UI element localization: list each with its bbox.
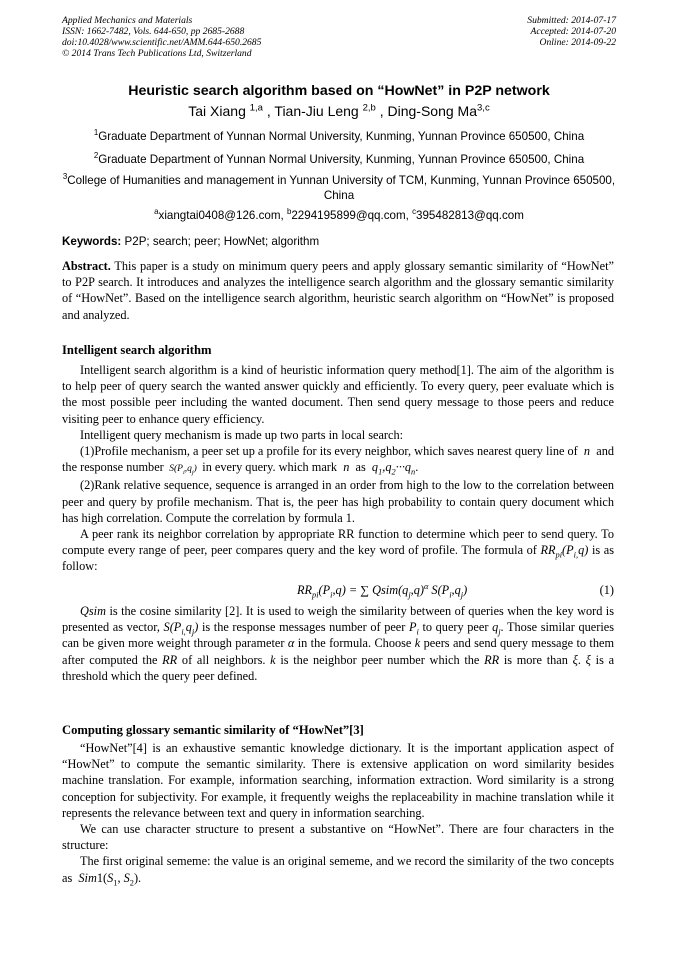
- equation-number: (1): [599, 583, 614, 597]
- paragraph: We can use character structure to present a substantive on “HowNet”. There are four characters in the structure:: [62, 822, 614, 853]
- section2-body: [62, 740, 614, 886]
- author-sup: 2,b: [362, 102, 376, 114]
- journal-name: Applied Mechanics and Materials: [62, 15, 193, 26]
- journal-header-right: [527, 15, 616, 48]
- abstract-text: This paper is a study on minimum query peers and apply glossary semantic similarity of “HowNet” to P2P search. It introduces and analyzes the intelligence search algorithm and the glossary semantic similarity of “HowNet”. Based on the intelligence search algorithm, heuristic search algorithm on “HowNet” is proposed and analyzed.: [62, 259, 614, 322]
- paragraph: Intelligent search algorithm is a kind of heuristic information query method[1]. The aim of the algorithm is to help peer of query search the wanted answer quickly and efficiently. To every query, peer evaluate which is the most possible peer including the wanted document. Then send query message to those peers and reduce visiting peer to enhance query efficiency.: [62, 363, 614, 426]
- equation-body: $RR_{pi}(P_i,q)$ = ∑ $Qsim(q_j,q)^\alpha$ $S(P_i,q_j)$: [297, 581, 468, 600]
- keywords-text: P2P; search; peer; HowNet; algorithm: [124, 235, 320, 248]
- paragraph: (2)Rank relative sequence, sequence is arranged in an order from high to the low to the correlation between peer and query by profile mechanism. That is, the peer has high probability to contain query document which has high correlation. Compute the correlation by formula 1.: [62, 478, 614, 525]
- journal-header-left: [62, 15, 261, 59]
- author-sup: 1,a: [249, 102, 263, 114]
- abstract-label: Abstract.: [62, 259, 111, 273]
- issn-line: ISSN: 1662-7482, Vols. 644-650, pp 2685-2688: [62, 26, 245, 37]
- affiliation-2: $^2$Graduate Department of Yunnan Normal University, Kunming, Yunnan Province 650500, China: [93, 151, 585, 166]
- affiliation-3: $^3$College of Humanities and management in Yunnan University of TCM, Kunming, Yunnan Province 650500, China: [62, 172, 616, 202]
- submitted-date: Submitted: 2014-07-17: [527, 15, 616, 26]
- email-a: xiangtai0408@126.com: [158, 209, 281, 222]
- paragraph: Intelligent query mechanism is made up two parts in local search:: [80, 427, 404, 442]
- author-sup: 3,c: [477, 102, 490, 114]
- abstract: [62, 258, 614, 323]
- author-name: Ding-Song Ma: [387, 103, 478, 119]
- author-name: Tian-Jiu Leng: [274, 103, 359, 119]
- email-b: 2294195899@qq.com: [291, 209, 406, 222]
- copyright-line: © 2014 Trans Tech Publications Ltd, Switzerland: [62, 48, 252, 59]
- keywords: [62, 235, 319, 248]
- paragraph: A peer rank its neighbor correlation by appropriate RR function to determine which peer to send query. To compute every range of peer, peer compares query and the key word of profile. The formula of $RR_{pi}(P_{i,}q)$ is as follow:: [62, 527, 614, 574]
- author-name: Tai Xiang: [188, 103, 246, 119]
- paper-title: Heuristic search algorithm based on “HowNet” in P2P network: [128, 83, 550, 99]
- paragraph: “HowNet”[4] is an exhaustive semantic knowledge dictionary. It is the important application aspect of “HowNet” to compute the semantic similarity. There is extensive application on word similarity besides machine translation. For example, information searching, information extraction. Word similarity is a strong conception for subjectivity. For example, it frequently weighs the replaceability in machine translation while it represents the relevance between text and query in information searching.: [62, 741, 614, 820]
- section-heading-intelligent-search: Intelligent search algorithm: [62, 343, 212, 357]
- paragraph: (1)Profile mechanism, a peer set up a profile for its every neighbor, which saves nearest query line of n and the response number $S(P_i,q_j)$ in every query. which mark n as $q_1,q_2\cdot\cdot\cdot q_n$.: [62, 444, 615, 477]
- email-line: $^a$xiangtai0408@126.com, $^b$2294195899@qq.com, $^c$395482813@qq.com: [154, 207, 524, 222]
- section-heading-glossary-similarity: Computing glossary semantic similarity of “HowNet”[3]: [62, 723, 364, 737]
- author-line: Tai Xiang $^{1,a}$ , Tian-Jiu Leng $^{2,b}$ , Ding-Song Ma$^{3,c}$: [188, 102, 490, 119]
- paragraph: The first original sememe: the value is an original sememe, and we record the similarity of the two concepts as $Sim1(S_1$, $S_2$).: [62, 854, 614, 888]
- affiliation-1: $^1$Graduate Department of Yunnan Normal University, Kunming, Yunnan Province 650500, China: [93, 128, 585, 143]
- email-c: 395482813@qq.com: [416, 209, 524, 222]
- doi-line: doi:10.4028/www.scientific.net/AMM.644-650.2685: [62, 37, 262, 48]
- section1-body-b: [62, 603, 614, 684]
- paragraph: Qsim is the cosine similarity [2]. It is used to weigh the similarity between of queries when the key word is presented as vector, $S(P_{i,}q_j)$ is the response messages number of peer $P_i$ to query peer $q_j$. Those similar queries can be given more weight through parameter α in the formula. Choose k peers and send query message to them after computed the RR of all neighbors. k is the neighbor peer number which the RR is more than ξ. ξ is a threshold which the query peer defined.: [62, 604, 615, 683]
- section1-body-a: [62, 362, 614, 575]
- accepted-date: Accepted: 2014-07-20: [530, 26, 616, 37]
- online-date: Online: 2014-09-22: [539, 37, 616, 48]
- keywords-label: Keywords:: [62, 235, 122, 248]
